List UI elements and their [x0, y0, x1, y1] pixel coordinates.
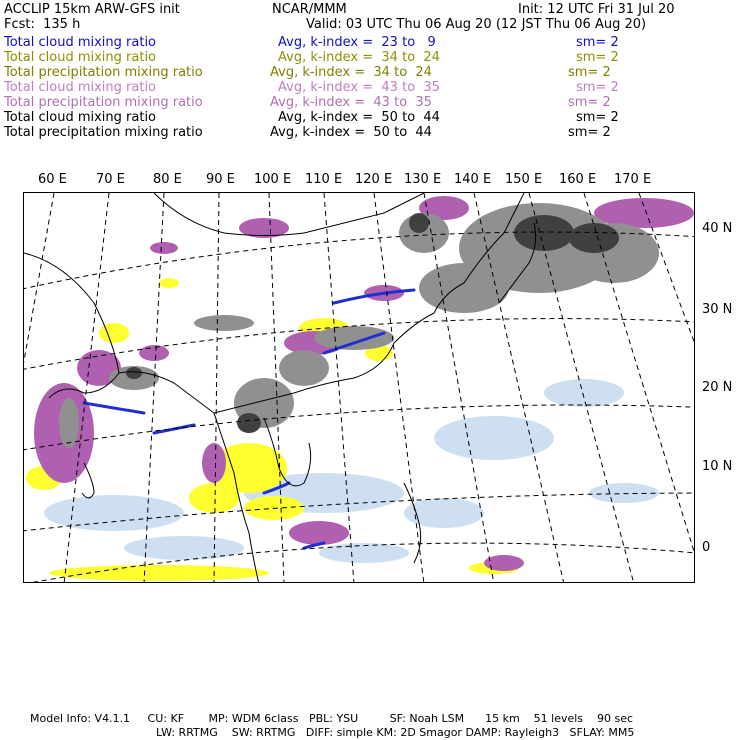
lon-label: 100 E [254, 172, 292, 187]
lon-label: 160 E [559, 172, 597, 187]
model-info-line2: LW: RRTMG SW: RRTMG DIFF: simple KM: 2D Smagor DAMP: Rayleigh3 SFLAY: MM5 [156, 726, 635, 739]
legend-label: Total precipitation mixing ratio [4, 65, 203, 80]
lon-label: 80 E [153, 172, 182, 187]
legend-label: Total cloud mixing ratio [4, 50, 157, 65]
legend-label: Total cloud mixing ratio [4, 80, 157, 95]
lon-label: 110 E [305, 172, 343, 187]
lat-label: 30 N [702, 302, 733, 317]
legend-avg: Avg, k-index = 43 to 35 [278, 80, 440, 95]
model-title: ACCLIP 15km ARW-GFS init [4, 2, 180, 17]
legend-sm: sm= 2 [568, 95, 611, 110]
lon-label: 90 E [206, 172, 235, 187]
legend-sm: sm= 2 [576, 110, 619, 125]
forecast-map [23, 192, 695, 583]
legend-avg: Avg, k-index = 50 to 44 [270, 125, 432, 140]
legend-avg: Avg, k-index = 34 to 24 [278, 50, 440, 65]
lon-label: 60 E [38, 172, 67, 187]
legend-avg: Avg, k-index = 34 to 24 [270, 65, 432, 80]
legend-label: Total cloud mixing ratio [4, 110, 157, 125]
legend-label: Total precipitation mixing ratio [4, 95, 203, 110]
init-time: Init: 12 UTC Fri 31 Jul 20 [518, 2, 675, 17]
legend-sm: sm= 2 [576, 35, 619, 50]
legend-sm: sm= 2 [568, 65, 611, 80]
org-label: NCAR/MMM [272, 2, 347, 17]
forecast-hour: Fcst: 135 h [4, 17, 81, 32]
lon-label: 170 E [614, 172, 652, 187]
lon-label: 130 E [404, 172, 442, 187]
legend-label: Total precipitation mixing ratio [4, 125, 203, 140]
legend-sm: sm= 2 [576, 80, 619, 95]
lon-label: 140 E [454, 172, 492, 187]
legend-avg: Avg, k-index = 43 to 35 [270, 95, 432, 110]
model-info-line1: Model Info: V4.1.1 CU: KF MP: WDM 6class PBL: YSU SF: Noah LSM 15 km 51 levels 90 sec [30, 712, 634, 725]
legend-label: Total cloud mixing ratio [4, 35, 157, 50]
lat-label: 40 N [702, 221, 733, 236]
legend-avg: Avg, k-index = 23 to 9 [278, 35, 436, 50]
lon-label: 150 E [505, 172, 543, 187]
valid-time: Valid: 03 UTC Thu 06 Aug 20 (12 JST Thu 06 Aug 20) [306, 17, 647, 32]
legend-avg: Avg, k-index = 50 to 44 [278, 110, 440, 125]
lat-label: 0 [702, 540, 711, 555]
lon-label: 70 E [96, 172, 125, 187]
map-canvas [24, 193, 695, 583]
lat-label: 10 N [702, 459, 733, 474]
legend-sm: sm= 2 [576, 50, 619, 65]
lat-label: 20 N [702, 380, 733, 395]
legend-sm: sm= 2 [568, 125, 611, 140]
lon-label: 120 E [355, 172, 393, 187]
